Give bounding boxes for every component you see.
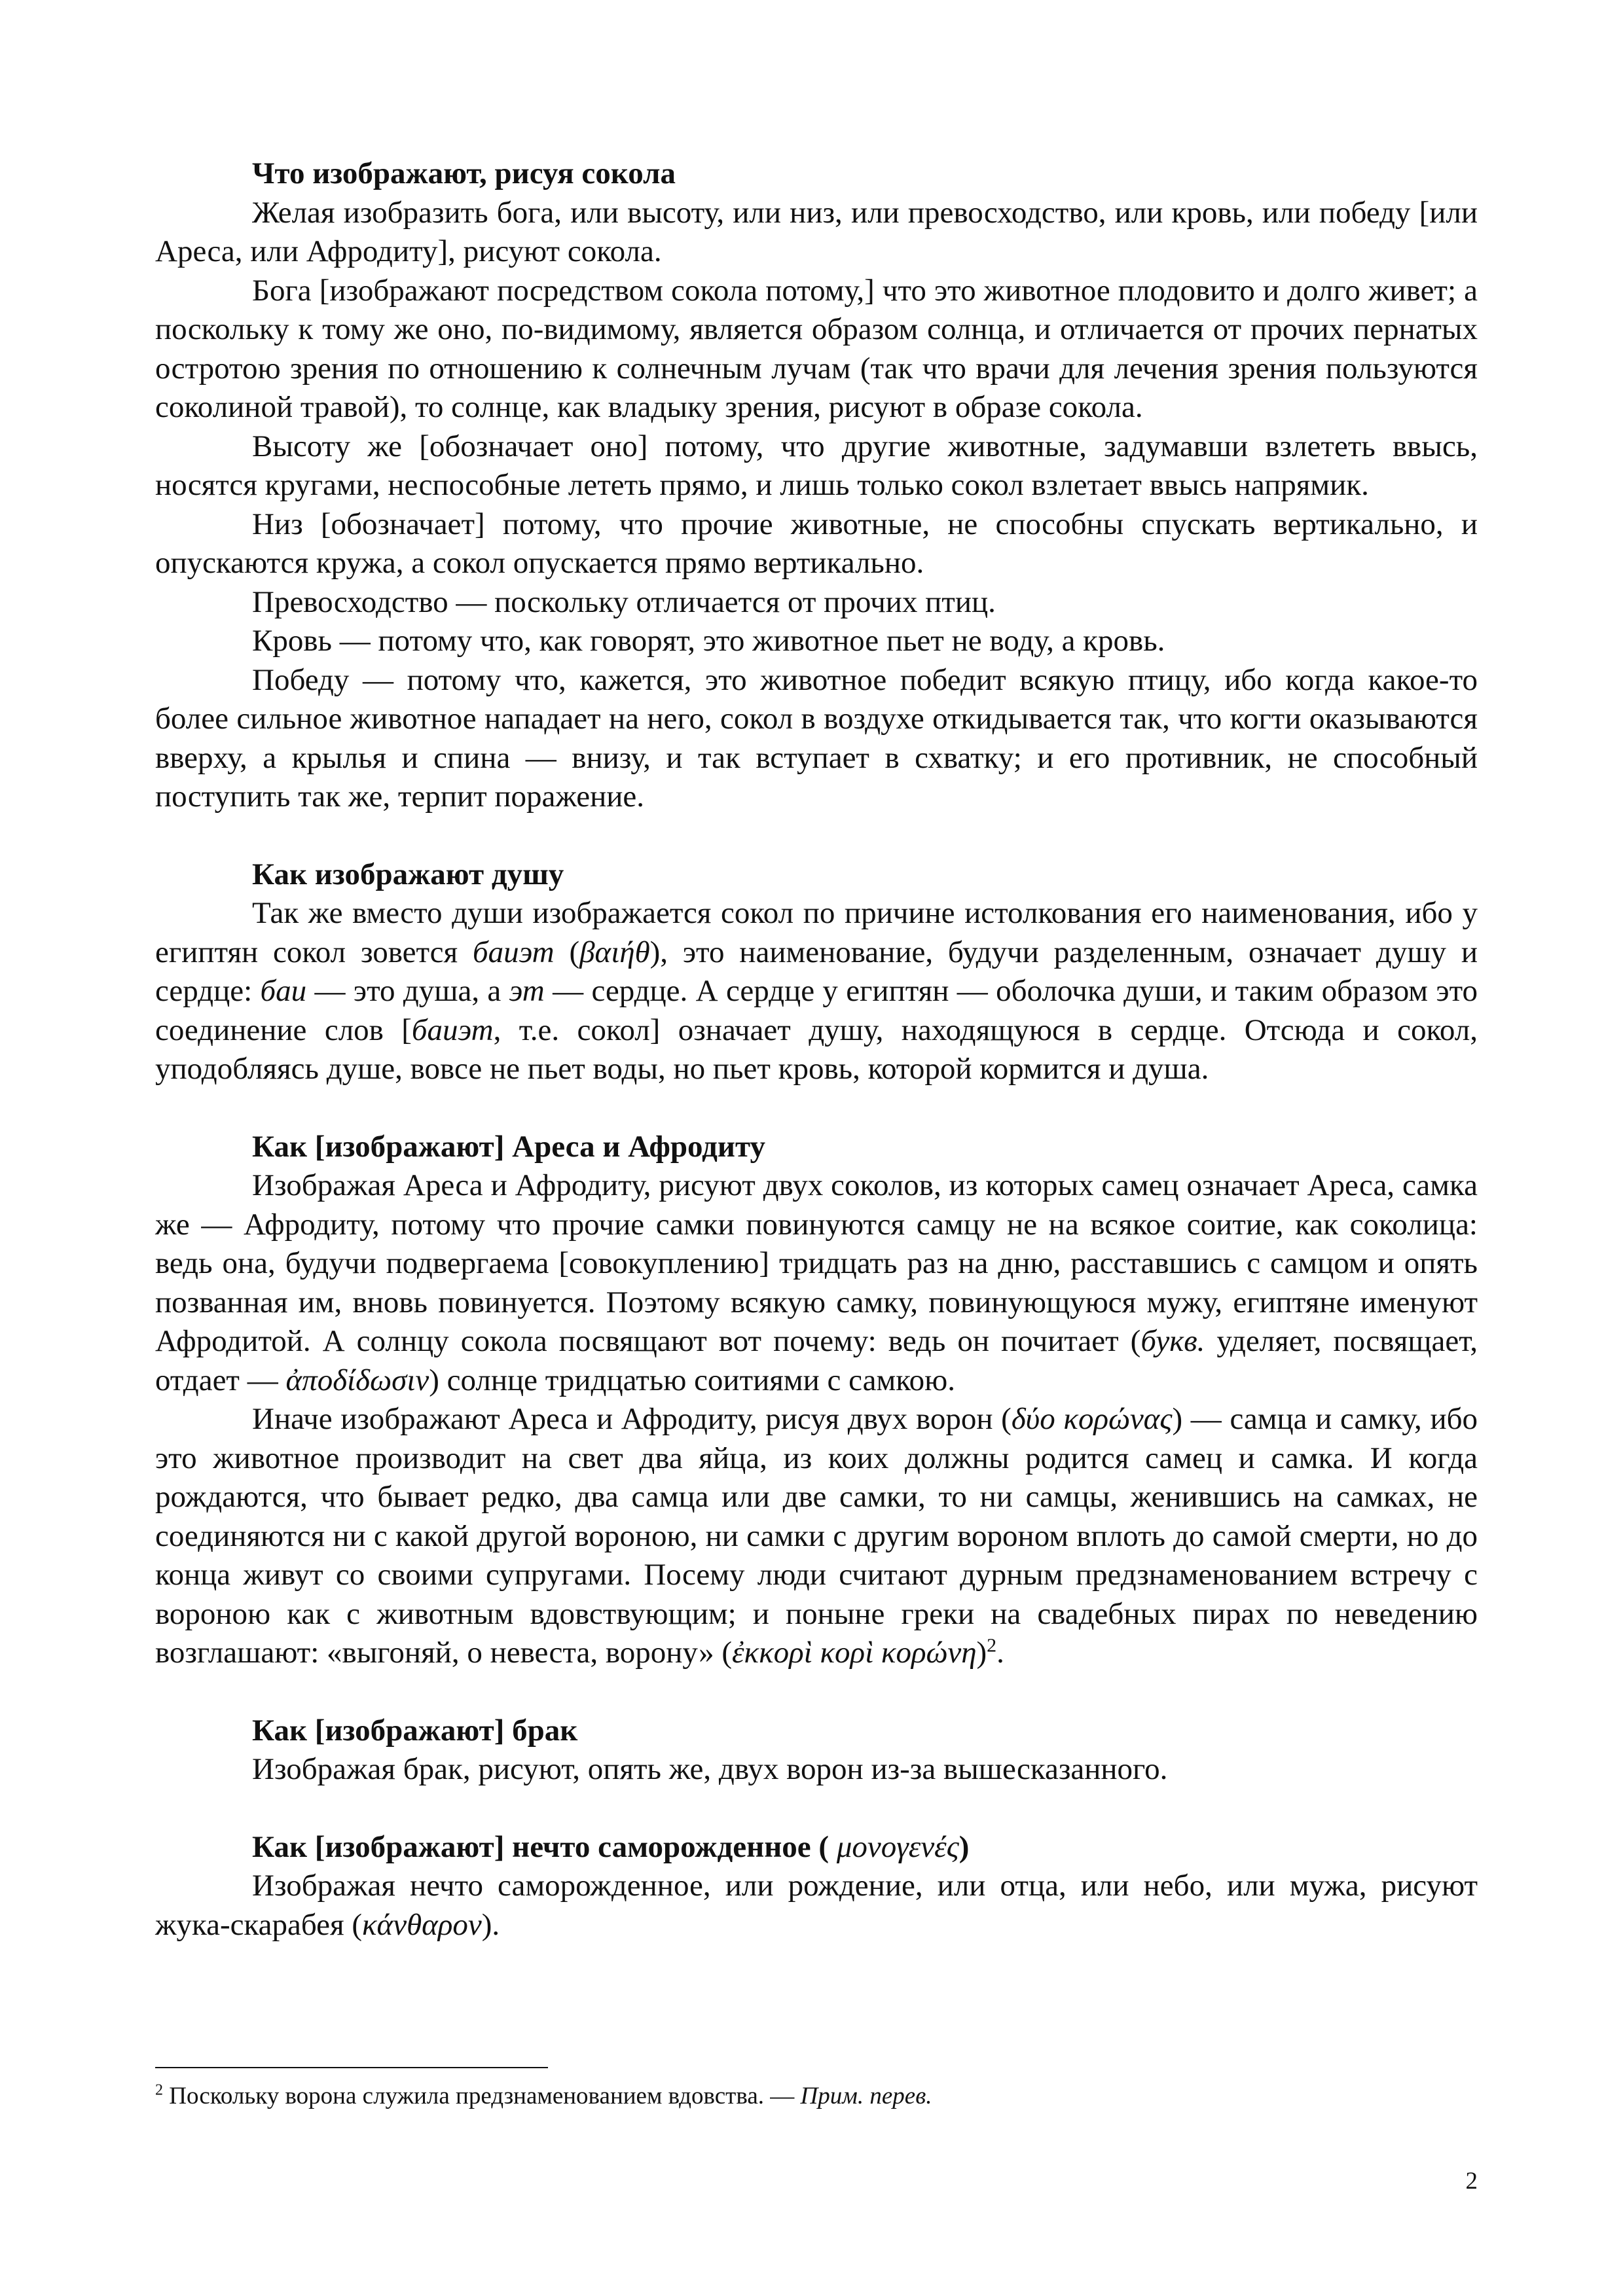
text-run: ) <box>976 1636 987 1670</box>
footnote-divider <box>155 2067 548 2068</box>
italic-term: баиэт <box>411 1013 494 1047</box>
italic-term: букв. <box>1140 1324 1205 1358</box>
text-run: ) — самца и самку, ибо это животное производит на свет два яйца, из коих должны родится самец и самка. И когда рождаются, что бывает редко, два самца или две самки, то ни самцы, женившись на самках, не соединяются ни с какой другой вороною, ни самки с другим вороном вплоть до самой смерти, но до конца живут со своими супругами. Посему люди считают дурным предзнаменованием встречу с вороною как с животным вдовствующим; и поныне греки на свадебных пирах по неведению возглашают: «выгоняй, о невеста, ворону» ( <box>155 1402 1478 1670</box>
greek-term: ἐκκορὶ κορὶ κορώνη <box>731 1636 977 1670</box>
text-run: — это душа, а <box>306 974 509 1008</box>
section-heading <box>155 1828 1478 1867</box>
section-falcon <box>155 154 1478 817</box>
text-run: — сердце. А сердце у египтян — оболочка души, и таким образом это соединение слов [ <box>155 974 1478 1047</box>
text-run: ), это наименование, будучи разделенным, означает душу и сердце: <box>155 935 1478 1008</box>
italic-term: эт <box>509 974 545 1008</box>
text-run: ( <box>554 935 580 969</box>
section-heading: Как [изображают] Ареса и Афродиту <box>252 1129 765 1164</box>
section-self-born <box>155 1828 1478 1945</box>
section-marriage <box>155 1712 1478 1789</box>
greek-term: βαιήθ <box>579 935 650 969</box>
section-soul <box>155 855 1478 1089</box>
footnote <box>155 2081 1478 2111</box>
paragraph: Низ [обозначает] потому, что прочие животные, не способны спускать вертикально, и опускаются кружа, а сокол опускается прямо вертикально. <box>155 507 1478 580</box>
section-heading: Как изображают душу <box>252 857 564 891</box>
section-heading: Что изображают, рисуя сокола <box>252 156 676 190</box>
greek-term: κάνθαρον <box>362 1907 482 1942</box>
greek-term: μονογενές <box>829 1829 959 1864</box>
page-number: 2 <box>1465 2168 1478 2195</box>
text-run: ) солнце тридцатью соитиями с самкою. <box>429 1363 956 1397</box>
text-run: Изображая Ареса и Афродиту, рисуют двух соколов, из которых самец означает Ареса, самка же — Афродиту, потому что прочие самки повинуются самцу не на всякое соитие, как соколица: ведь она, будучи подвергаема [совокуплению] тридцать раз на дню, расставшись с самцом и опять позванная им, вновь повинуется. Поэтому всякую самку, повинующуюся мужу, египтяне именуют Афродитой. А солнцу сокола посвящают вот почему: ведь он почитает ( <box>155 1168 1478 1358</box>
text-run: уделяет, посвящает, отдает — <box>155 1324 1478 1397</box>
paragraph: Желая изобразить бога, или высоту, или низ, или превосходство, или кровь, или победу [или Ареса, или Афродиту], рисуют сокола. <box>155 195 1478 268</box>
paragraph: Высоту же [обозначает оно] потому, что другие животные, задумавши взлететь ввысь, носятся кругами, неспособные лететь прямо, и лишь только сокол взлетает ввысь напрямик. <box>155 429 1478 502</box>
text-run: , т.е. сокол] означает душу, находящуюся в сердце. Отсюда и сокол, уподобляясь душе, вовсе не пьет воды, но пьет кровь, которой кормится и душа. <box>155 1013 1478 1086</box>
greek-term: δύο κορώνας <box>1011 1402 1173 1436</box>
footnote-reference[interactable]: 2 <box>987 1634 997 1657</box>
paragraph <box>155 894 1478 1089</box>
text-run: Иначе изображают Ареса и Афродиту, рисуя двух ворон ( <box>252 1402 1012 1436</box>
paragraph: Победу — потому что, кажется, это животное победит всякую птицу, ибо когда какое-то более сильное животное нападает на него, сокол в воздухе откидывается так, что когти оказываются вверху, а крылья и спина — внизу, и так вступает в схватку; и его противник, не способный поступить так же, терпит поражение. <box>155 662 1478 814</box>
paragraph <box>155 1400 1478 1673</box>
text-run: Так же вместо души изображается сокол по причине истолкования его наименования, ибо у египтян сокол зовется <box>155 896 1478 969</box>
footnote-text: Поскольку ворона служила предзнаменованием вдовства. — <box>163 2083 801 2109</box>
greek-term: ἀποδίδωσιν <box>285 1363 429 1397</box>
heading-text: Как [изображают] нечто саморожденное ( <box>252 1829 830 1864</box>
text-run: Изображая нечто саморожденное, или рождение, или отца, или небо, или мужа, рисуют жука-скарабея ( <box>155 1869 1478 1942</box>
section-heading: Как [изображают] брак <box>252 1713 578 1748</box>
paragraph <box>155 1166 1478 1400</box>
paragraph: Кровь — потому что, как говорят, это животное пьет не воду, а кровь. <box>252 624 1165 658</box>
italic-term: баиэт <box>472 935 555 969</box>
italic-term: баи <box>260 974 307 1008</box>
text-run: ). <box>481 1907 500 1942</box>
paragraph: Превосходство — поскольку отличается от прочих птиц. <box>252 584 996 619</box>
footnote-number: 2 <box>155 2081 163 2099</box>
paragraph: Изображая брак, рисуют, опять же, двух ворон из-за вышесказанного. <box>252 1752 1168 1786</box>
heading-text: ) <box>958 1829 970 1864</box>
paragraph: Бога [изображают посредством сокола потому,] что это животное плодовито и долго живет; а поскольку к тому же оно, по-видимому, является образом солнца, и отличается от прочих пернатых остротою зрения по отношению к солнечным лучам (так что врачи для лечения зрения пользуются соколиной травой), то солнце, как владыку зрения, рисуют в образе сокола. <box>155 273 1478 424</box>
page-content <box>155 154 1478 1945</box>
section-ares-aphrodite <box>155 1128 1478 1673</box>
paragraph <box>155 1867 1478 1945</box>
footnote-note: Прим. перев. <box>800 2083 932 2109</box>
document-page <box>155 0 1478 2296</box>
text-run: . <box>996 1636 1004 1670</box>
